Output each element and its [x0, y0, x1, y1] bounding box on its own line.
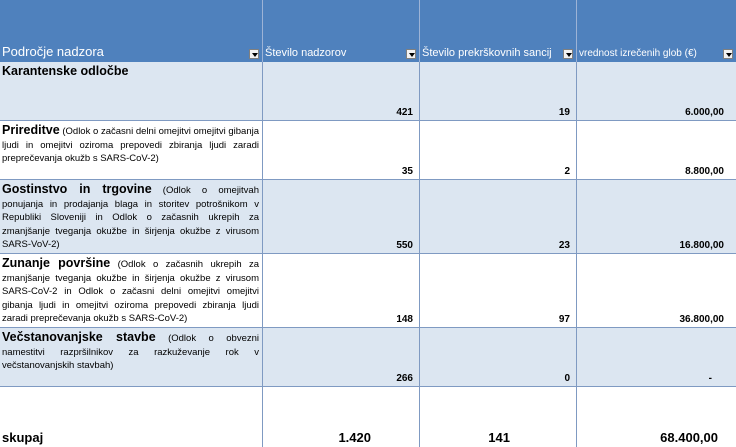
value: 141 [488, 430, 510, 445]
cell-nadzori[interactable] [263, 180, 420, 253]
cell-total-nadzori[interactable] [263, 387, 420, 447]
cell-podrocje[interactable] [0, 254, 263, 327]
row-title: Večstanovanjske stavbe [2, 330, 156, 344]
row-title: Prireditve [2, 123, 60, 137]
header-label: Število nadzorov [265, 47, 347, 59]
header-podrocje [0, 0, 263, 62]
value: 2 [564, 166, 570, 177]
row-title: Gostinstvo in trgovine [2, 182, 152, 196]
value: 8.800,00 [685, 166, 724, 177]
value: 23 [558, 240, 570, 251]
value: 148 [396, 314, 413, 325]
cell-sancije[interactable] [420, 254, 577, 327]
cell-globe[interactable] [577, 328, 736, 386]
row-note: (Odlok o obvezni namestitvi razpršilnikov za razkuževanje rok v večstanovanjskih stavbah) [2, 333, 259, 372]
cell-total-globe[interactable] [577, 387, 736, 447]
table-row [0, 62, 736, 121]
value: 550 [396, 240, 413, 251]
cell-total-sancije[interactable] [420, 387, 577, 447]
total-label: skupaj [2, 430, 44, 445]
value: 6.000,00 [685, 107, 724, 118]
filter-dropdown-icon[interactable] [563, 49, 573, 59]
cell-podrocje[interactable] [0, 62, 263, 120]
cell-total-label[interactable] [0, 387, 263, 447]
row-title: Zunanje površine [2, 256, 111, 270]
value: 16.800,00 [679, 240, 724, 251]
total-row [0, 387, 736, 447]
value: 35 [401, 166, 413, 177]
cell-globe[interactable] [577, 121, 736, 179]
header-vrednost-glob [577, 0, 736, 62]
cell-nadzori[interactable] [263, 254, 420, 327]
row-title: Karantenske odločbe [2, 64, 129, 78]
header-label: vrednost izrečenih glob (€) [579, 48, 697, 59]
cell-sancije[interactable] [420, 62, 577, 120]
row-note: (Odlok o začasnih ukrepih za zmanjšanje tveganja okužbe in širjenja okužbe z virusom SARS-CoV-2 in Odlok o začasni delni omejitvi omejitvi gibanja ljudi in omejitvi oziroma prepovedi zbiranja ljudi zaradi preprečevanja okužb s SARS-CoV-2) [2, 259, 259, 325]
value: 36.800,00 [679, 314, 724, 325]
cell-sancije[interactable] [420, 121, 577, 179]
table-row [0, 254, 736, 328]
value: 421 [396, 107, 413, 118]
row-note: (Odlok o omejitvah ponujanja in prodajanja blaga in storitev potrošnikom v Republiki Sloveniji in Odlok o začasnih ukrepih za zmanjšanje tveganja okužbe in širjenja okužbe z virusom SARS-VoV-2) [2, 185, 259, 251]
cell-nadzori[interactable] [263, 62, 420, 120]
cell-sancije[interactable] [420, 180, 577, 253]
header-label: Število prekrškovnih sancij [422, 47, 552, 59]
cell-podrocje[interactable] [0, 121, 263, 179]
cell-podrocje[interactable] [0, 180, 263, 253]
filter-dropdown-icon[interactable] [249, 49, 259, 59]
table-row [0, 328, 736, 387]
filter-dropdown-icon[interactable] [723, 49, 733, 59]
table-row [0, 121, 736, 180]
cell-podrocje[interactable] [0, 328, 263, 386]
value: - [708, 373, 712, 384]
cell-globe[interactable] [577, 62, 736, 120]
cell-nadzori[interactable] [263, 328, 420, 386]
filter-dropdown-icon[interactable] [406, 49, 416, 59]
header-stevilo-sancij [420, 0, 577, 62]
value: 0 [564, 373, 570, 384]
value: 1.420 [338, 430, 371, 445]
cell-nadzori[interactable] [263, 121, 420, 179]
cell-globe[interactable] [577, 180, 736, 253]
row-note: (Odlok o začasni delni omejitvi omejitvi gibanja ljudi in omejitvi oziroma prepovedi zbiranja ljudi zaradi preprečevanja okužb s SARS-CoV-2) [2, 126, 259, 165]
header-label: Področje nadzora [2, 44, 104, 59]
header-stevilo-nadzorov [263, 0, 420, 62]
value: 97 [558, 314, 570, 325]
cell-globe[interactable] [577, 254, 736, 327]
value: 266 [396, 373, 413, 384]
cell-sancije[interactable] [420, 328, 577, 386]
table-row [0, 180, 736, 254]
value: 68.400,00 [660, 430, 718, 445]
value: 19 [558, 107, 570, 118]
